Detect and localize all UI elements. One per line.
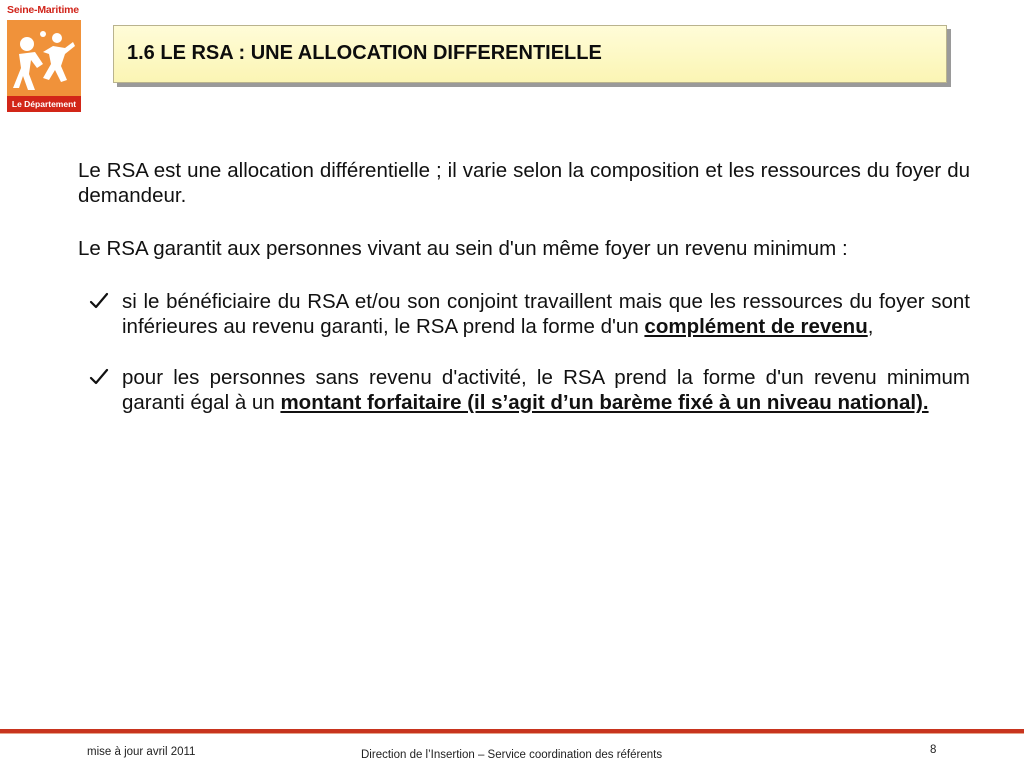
slide-body (78, 158, 970, 441)
paragraph-guarantee: Le RSA garantit aux personnes vivant au sein d'un même foyer un revenu minimum : (78, 237, 848, 260)
page-number: 8 (930, 744, 937, 756)
figures-icon (13, 24, 75, 92)
footer-divider-shadow (0, 733, 1024, 734)
logo-emblem (7, 20, 81, 112)
logo-name: Seine-Maritime (7, 4, 79, 16)
bullet-item (78, 289, 970, 339)
footer-update-date: mise à jour avril 2011 (87, 746, 196, 758)
slide-title: 1.6 LE RSA : UNE ALLOCATION DIFFERENTIELLE (127, 42, 602, 64)
logo-band: Le Département (7, 96, 81, 112)
bullet-text-after: , (867, 315, 874, 338)
title-box (113, 25, 947, 83)
bullet-emphasis: montant forfaitaire (il s’agit d’un barème fixé à un niveau national). (280, 391, 929, 414)
bullet-emphasis: complément de revenu (644, 315, 868, 338)
check-icon (88, 365, 114, 390)
footer-department: Direction de l’Insertion – Service coordination des référents (361, 749, 663, 761)
check-icon (88, 289, 114, 314)
bullet-text: pour les personnes sans revenu d'activité, le RSA prend la forme d'un revenu minimum garanti égal à un (122, 366, 970, 414)
paragraph-intro: Le RSA est une allocation différentielle ; il varie selon la composition et les ressources du foyer du demandeur. (78, 159, 970, 207)
department-logo (4, 4, 82, 112)
bullet-text: si le bénéficiaire du RSA et/ou son conjoint travaillent mais que les ressources du foyer sont inférieures au revenu garanti, le RSA prend la forme d'un (122, 290, 970, 338)
bullet-item (78, 365, 970, 415)
